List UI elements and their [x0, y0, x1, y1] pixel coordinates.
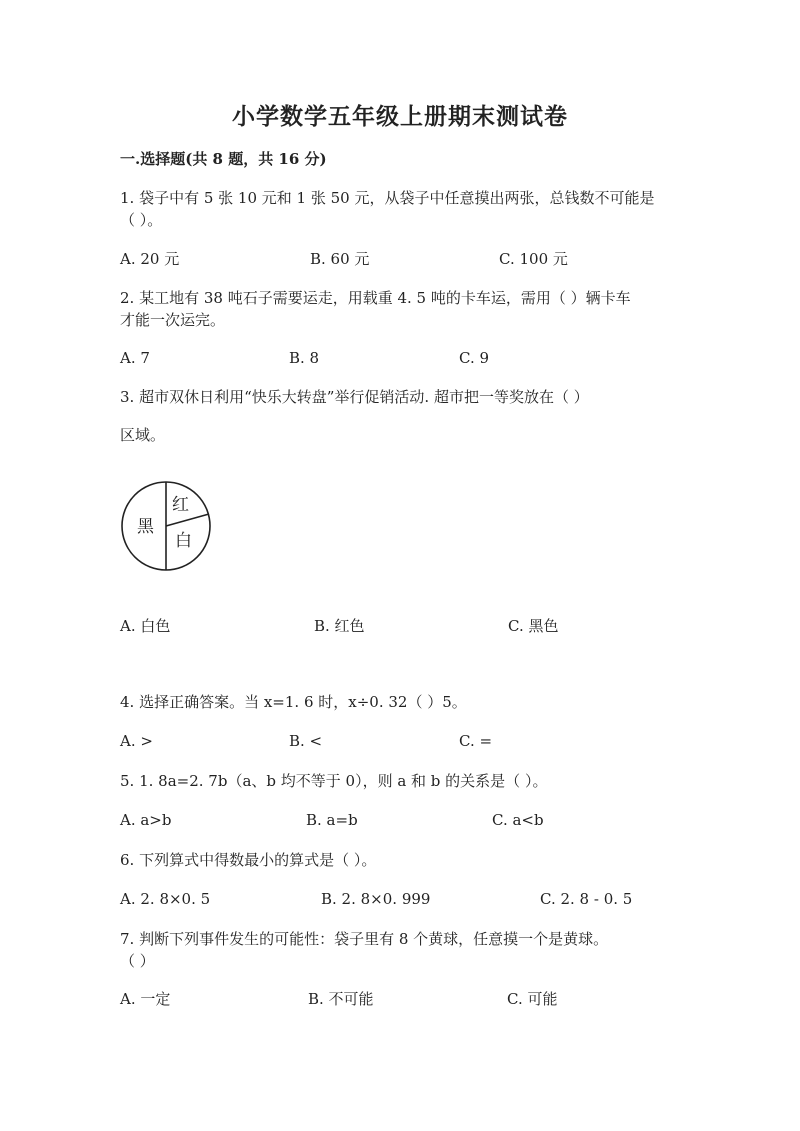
question-5-option-c: C. a<b — [492, 811, 544, 829]
question-1-option-b: B. 60 元 — [310, 250, 370, 268]
page-title: 小学数学五年级上册期末测试卷 — [232, 103, 568, 130]
question-4-option-c: C. = — [459, 732, 493, 750]
wheel-label-white: 白 — [175, 531, 192, 551]
question-6-line-1: 6. 下列算式中得数最小的算式是（ ）。 — [120, 851, 377, 869]
question-6-option-a: A. 2. 8×0. 5 — [120, 890, 211, 908]
question-6-option-b: B. 2. 8×0. 999 — [321, 890, 431, 908]
question-7-line-2: （ ） — [120, 952, 155, 970]
question-7-option-b: B. 不可能 — [308, 990, 374, 1008]
question-1-option-c: C. 100 元 — [499, 250, 568, 268]
question-4-line-1: 4. 选择正确答案。当 x=1. 6 时，x÷0. 32（ ）5。 — [120, 693, 467, 711]
question-5-option-a: A. a>b — [120, 811, 172, 829]
question-5-option-b: B. a=b — [306, 811, 358, 829]
wheel-label-black: 黑 — [137, 517, 154, 537]
question-2-line-1: 2. 某工地有 38 吨石子需要运走，用载重 4. 5 吨的卡车运，需用（ ）辆卡车 — [120, 289, 631, 307]
question-7-line-1: 7. 判断下列事件发生的可能性：袋子里有 8 个黄球，任意摸一个是黄球。 — [120, 930, 609, 948]
question-4-option-b: B. < — [289, 732, 323, 750]
question-2-option-a: A. 7 — [120, 349, 150, 367]
question-2-line-2: 才能一次运完。 — [120, 311, 226, 329]
question-5-line-1: 5. 1. 8a=2. 7b（a、b 均不等于 0），则 a 和 b 的关系是（ ）。 — [120, 772, 548, 790]
question-6-option-c: C. 2. 8 - 0. 5 — [540, 890, 633, 908]
question-2-option-c: C. 9 — [459, 349, 490, 367]
question-1-line-2: （ ）。 — [120, 211, 163, 229]
question-7-option-a: A. 一定 — [120, 990, 171, 1008]
question-3-line-2: 区域。 — [120, 426, 166, 444]
wheel-label-red: 红 — [172, 495, 189, 515]
question-1-option-a: A. 20 元 — [120, 250, 180, 268]
prize-wheel-figure — [120, 480, 212, 572]
question-2-option-b: B. 8 — [289, 349, 320, 367]
question-1-line-1: 1. 袋子中有 5 张 10 元和 1 张 50 元，从袋子中任意摸出两张，总钱数不可能是 — [120, 189, 655, 207]
section-heading: 一.选择题(共 8 题，共 16 分) — [120, 150, 327, 168]
question-4-option-a: A. > — [120, 732, 153, 750]
question-7-option-c: C. 可能 — [507, 990, 558, 1008]
question-3-option-b: B. 红色 — [314, 617, 365, 635]
question-3-line-1: 3. 超市双休日利用“快乐大转盘”举行促销活动. 超市把一等奖放在（ ） — [120, 388, 589, 406]
question-3-option-a: A. 白色 — [120, 617, 171, 635]
question-3-option-c: C. 黑色 — [508, 617, 559, 635]
